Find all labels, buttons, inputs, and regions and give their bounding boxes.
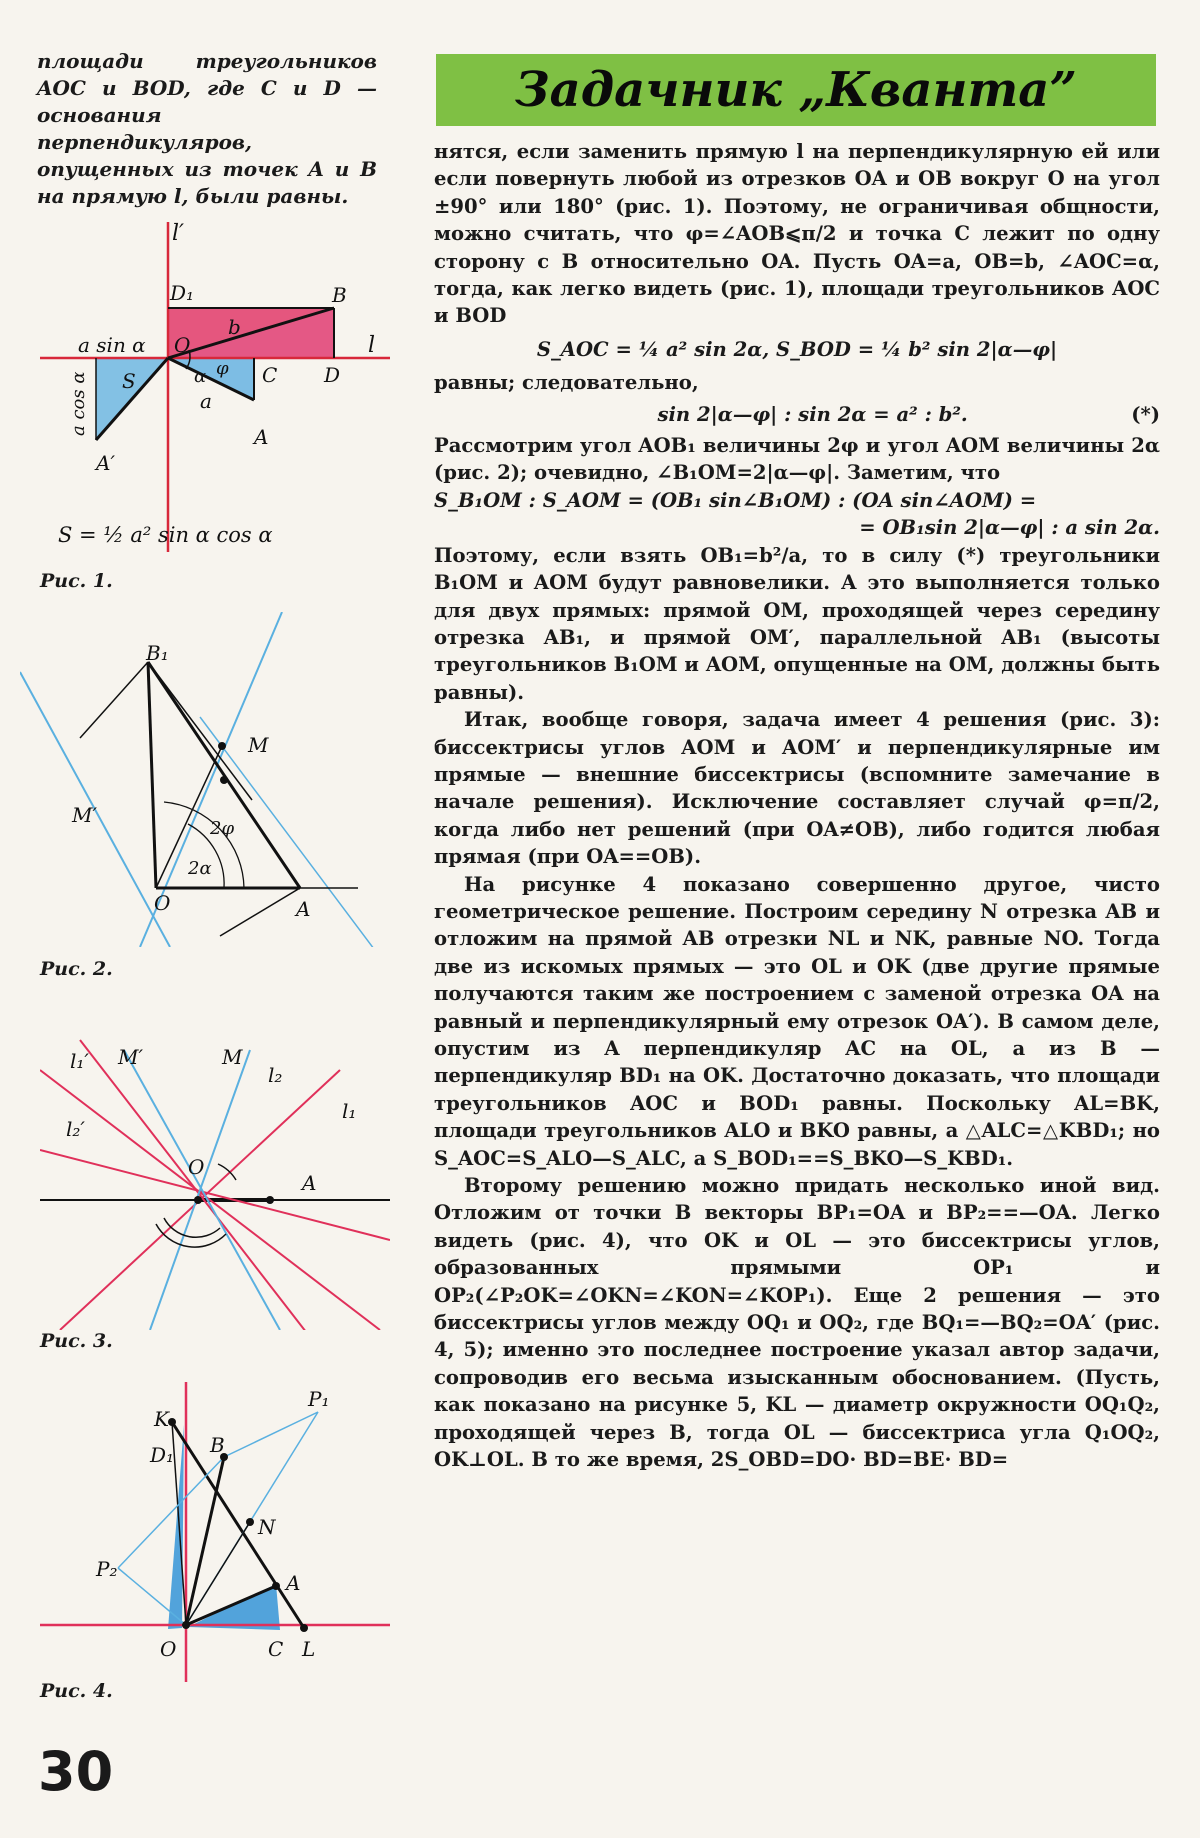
formula-1: S_AOC = ¼ a² sin 2α, S_BOD = ¼ b² sin 2|α—φ| — [536, 337, 1058, 361]
formula-2: sin 2|α—φ| : sin 2α = a² : b². — [657, 402, 968, 426]
intro-text: площади треугольников AOC и BOD, где C и D — основания перпендикуляров, опущенных из точек A и B на прямую l, были равны. — [37, 49, 377, 208]
fig2-label-O: O — [154, 891, 171, 915]
fig1-label-lprime: l′ — [172, 222, 185, 246]
main-text — [434, 138, 1160, 1474]
fig1-label-asin: a sin α — [78, 333, 146, 357]
fig4-label-B: B — [210, 1433, 225, 1457]
fig2-caption: Рис. 2. — [40, 958, 113, 980]
figure-4 — [40, 1382, 390, 1682]
formula-3a: S_B₁OM : S_AOM = (OB₁ sin∠B₁OM) : (OA sin∠AOM) = — [434, 488, 1037, 512]
fig3-label-O: O — [188, 1155, 205, 1179]
paragraph-3: Рассмотрим угол AOB₁ величины 2φ и угол AOM величины 2α (рис. 2); очевидно, ∠B₁OM=2|α—φ|. Заметим, что — [434, 434, 1160, 485]
fig4-label-D1: D₁ — [150, 1443, 175, 1467]
banner-title: Задачник „Кванта” — [515, 62, 1077, 118]
fig3-label-l1: l₁ — [342, 1099, 357, 1123]
fig4-label-P2: P₂ — [96, 1557, 118, 1581]
fig2-label-M: M — [248, 733, 269, 757]
fig1-label-l: l — [368, 333, 376, 358]
fig1-label-alpha: α — [194, 366, 207, 387]
fig1-label-O: O — [174, 333, 191, 357]
paragraph-2: равны; следовательно, — [434, 371, 699, 395]
fig1-caption: Рис. 1. — [40, 570, 113, 592]
fig2-label-2alpha: 2α — [188, 858, 212, 879]
fig4-label-A: A — [286, 1571, 301, 1595]
paragraph-7: Второму решению можно придать несколько иной вид. Отложим от точки B векторы BP₁=OA и BP₂==—OA. Легко видеть (рис. 4), что OK и OL — это биссектрисы углов, образованных прямыми OP₁ и OP₂(∠P₂OK=∠OKN=∠KON=∠KOP₁). Еще 2 решения — это биссектрисы углов между OQ₁ и OQ₂, где BQ₁=—BQ₂=OA′ (рис. 4, 5); именно это последнее построение указал автор задачи, сопроводив его весьма изысканным обоснованием. (Пусть, как показано на рисунке 5, KL — диаметр окружности OQ₁Q₂, проходящей через B, тогда OL — биссектриса угла Q₁OQ₂, OK⊥OL. В то же время, 2S_OBD=DO· BD=BE· BD= — [434, 1174, 1160, 1472]
fig4-label-N: N — [258, 1515, 276, 1539]
paragraph-5: Итак, вообще говоря, задача имеет 4 решения (рис. 3): биссектрисы углов AOM и AOM′ и перпендикулярные им прямые — внешние биссектрисы (вспомните замечание в начале решения). Исключение составляет случай φ=π/2, когда либо нет решений (при OA≠OB), либо годится любая прямая (при OA==OB). — [434, 708, 1160, 869]
fig3-label-l1prime: l₁′ — [70, 1049, 89, 1073]
fig2-label-A: A — [296, 897, 311, 921]
fig3-label-l2: l₂ — [268, 1063, 283, 1087]
fig1-label-b: b — [228, 315, 241, 339]
fig3-label-A: A — [302, 1171, 317, 1195]
fig1-label-phi: φ — [216, 358, 229, 379]
paragraph-6: На рисунке 4 показано совершенно другое, чисто геометрическое решение. Построим середину N отрезка AB и отложим на прямой AB отрезки NL и NK, равные NO. Тогда две из искомых прямых — это OL и OK (две другие прямые получаются таким же построением с заменой отрезка OA на равный и перпендикулярный ему отрезок OA′). В самом деле, опустим из A перпендикуляр AC на OL, а из B — перпендикуляр BD₁ на OK. Достаточно доказать, что площади треугольников AOC и BOD₁ равны. Поскольку AL=BK, площади треугольников ALO и BKO равны, а △ALC=△KBD₁; но S_AOC=S_ALO—S_ALC, а S_BOD₁==S_BKO—S_KBD₁. — [434, 872, 1160, 1170]
fig1-label-acos: a cos α — [68, 371, 89, 436]
fig1-label-Aprime: A′ — [96, 451, 115, 475]
fig1-label-B: B — [332, 283, 347, 307]
fig1-label-A: A — [254, 425, 269, 449]
fig4-label-K: K — [154, 1407, 169, 1431]
fig2-label-B1: B₁ — [146, 641, 169, 665]
fig3-label-l2prime: l₂′ — [66, 1117, 85, 1141]
fig4-label-P1: P₁ — [308, 1387, 330, 1411]
figure-3 — [40, 1030, 390, 1330]
fig2-label-2phi: 2φ — [210, 818, 235, 839]
fig4-label-L: L — [302, 1637, 316, 1661]
fig1-label-D: D — [324, 363, 341, 387]
fig4-label-O: O — [160, 1637, 177, 1661]
fig1-label-C: C — [262, 363, 278, 387]
fig1-label-D1: D₁ — [170, 281, 195, 305]
formula-2-tag: (*) — [1131, 402, 1160, 426]
fig4-caption: Рис. 4. — [40, 1680, 113, 1702]
figure-2 — [20, 612, 390, 947]
left-column — [0, 0, 400, 1838]
formula-2-row — [434, 401, 1160, 428]
fig3-label-M: M — [222, 1045, 243, 1069]
figure-1 — [40, 222, 390, 552]
fig4-label-C: C — [268, 1637, 284, 1661]
fig3-caption: Рис. 3. — [40, 1330, 113, 1352]
paragraph-4: Поэтому, если взять OB₁=b²/a, то в силу (*) треугольники B₁OM и AOM будут равновелики. А это выполняется только для двух прямых: прямой OM, проходящей через середину отрезка AB₁, и прямой OM′, параллельной AB₁ (высоты треугольников B₁OM и AOM, опущенные на OM, должны быть равны). — [434, 543, 1160, 704]
fig2-label-Mprime: M′ — [72, 803, 98, 827]
fig1-label-a: a — [200, 389, 212, 413]
fig3-label-Mprime: M′ — [118, 1045, 144, 1069]
section-banner — [436, 54, 1156, 126]
formula-3b: = OB₁sin 2|α—φ| : a sin 2α. — [859, 516, 1160, 540]
fig1-formula: S = ½ a² sin α cos α — [58, 523, 273, 547]
page-number: 30 — [38, 1740, 114, 1803]
paragraph-1: нятся, если заменить прямую l на перпендикулярную ей или если повернуть любой из отрезков OA и OB вокруг O на угол ±90° или 180° (рис. 1). Поэтому, не ограничивая общности, можно считать, что φ=∠AOB⩽π/2 и точка C лежит по одну сторону с B относительно OA. Пусть OA=a, OB=b, ∠AOC=α, тогда, как легко видеть (рис. 1), площади треугольников AOC и BOD — [434, 140, 1160, 328]
fig1-label-S: S — [122, 369, 136, 393]
